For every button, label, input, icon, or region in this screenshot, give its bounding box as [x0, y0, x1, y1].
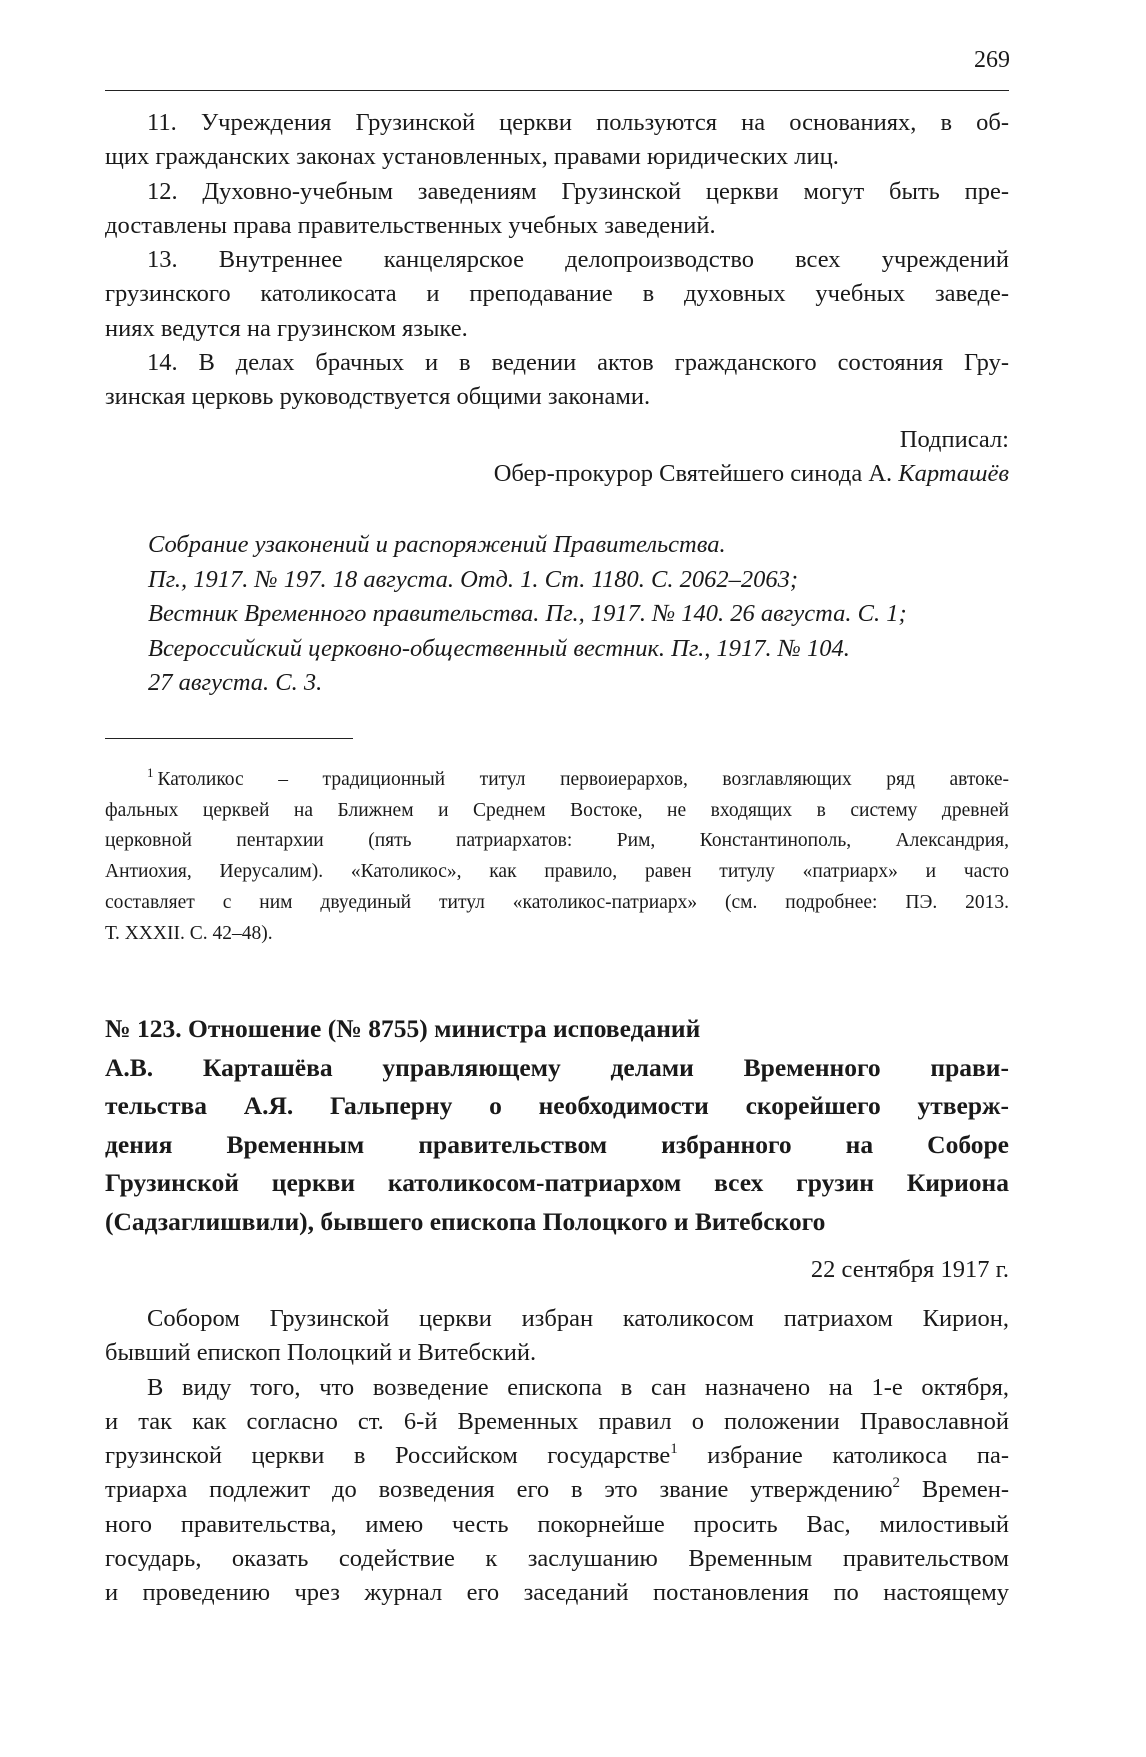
article-13: 13. Внутреннее канцелярское делопроизводство всех учреждений грузинского католикосата и преподавание в духовных учебных заведе- ниях ведутся на грузинском языке.	[105, 246, 1009, 342]
header-rule	[105, 90, 1009, 91]
source-citation: Собрание узаконений и распоряжений Правительства. Пг., 1917. № 197. 18 августа. Отд. 1. Ст. 1180. С. 2062–2063; Вестник Временного правительства. Пг., 1917. № 140. 26 августа. С. 1; Всероссийский церковно-общественный вестник. Пг., 1917. № 104. 27 августа. С. 3.	[148, 531, 907, 696]
footnote-marker: 1	[147, 765, 154, 780]
document-date: 22 сентября 1917 г.	[810, 1256, 1009, 1283]
page-number: 269	[974, 47, 1010, 73]
signature-surname: Карташёв	[898, 460, 1009, 488]
document-body	[105, 1302, 1009, 1611]
footnote: $^1$ Католикос – традиционный титул первоиерархов, возглавляющих ряд автоке- фальных церквей на Ближнем и Среднем Востоке, не входящих в систему древней церковной пентархии (пять патриархатов: Рим, Константинополь, Александрия, Антиохия, Иерусалим). «Католикос», как правило, равен титулу «патриарх» и часто составляет с ним двуединый титул «католикос-патриарх» (см. подробнее: ПЭ. 2013. Т. XXXII. С. 42–48).	[105, 765, 1009, 944]
signature-line	[105, 457, 1009, 491]
document-date-block	[105, 1253, 1009, 1287]
signature-block	[105, 423, 1009, 492]
footnote-ref-2: 2	[892, 1475, 901, 1492]
article-12: 12. Духовно-учебным заведениям Грузинской церкви могут быть пре- доставлены права правительственных учебных заведений.	[105, 177, 1009, 239]
article-14: 14. В делах брачных и в ведении актов гражданского состояния Гру- зинская церковь руководствуется общими законами.	[105, 349, 1009, 411]
signature-position: Обер-прокурор Святейшего синода	[493, 460, 863, 488]
article-11: 11. Учреждения Грузинской церкви пользуются на основаниях, в об- щих гражданских законах установленных, правами юридических лиц.	[105, 109, 1009, 171]
footnote-ref-1: 1	[670, 1441, 678, 1458]
footnote-rule	[105, 738, 353, 739]
articles-section	[105, 106, 1009, 415]
body-paragraph-1: Собором Грузинской церкви избран католикосом патриахом Кирион, бывший епископ Полоцкий и Витебский.	[105, 1305, 1009, 1367]
document-title: № 123. Отношение (№ 8755) министра исповеданий А.В. Карташёва управляющему делами Временного прави- тельства А.Я. Гальперну о необходимости скорейшего утверж- дения Временным правительством избранного на Соборе Грузинской церкви католикосом-патриархом всех грузин Кириона (Садзаглишвили), бывшего епископа Полоцкого и Витебского	[105, 1014, 1009, 1236]
body-paragraph-2: В виду того, что возведение епископа в сан назначено на 1-е октября, и так как согласно ст. 6-й Временных правил о положении Православной грузинской церкви в Российском государстве$^1$ избрание католикоса па- триарха подлежит до возведения его в это звание утверждению$^2$ Времен- ного правительства, имею честь покорнейше просить Вас, милостивый государь, оказать содействие к заслушанию Временным правительством и проведению чрез журнал его заседаний постановления по настоящему	[105, 1373, 1009, 1607]
signature-label: Подписал:	[899, 426, 1009, 453]
signature-initial: А.	[868, 460, 893, 488]
